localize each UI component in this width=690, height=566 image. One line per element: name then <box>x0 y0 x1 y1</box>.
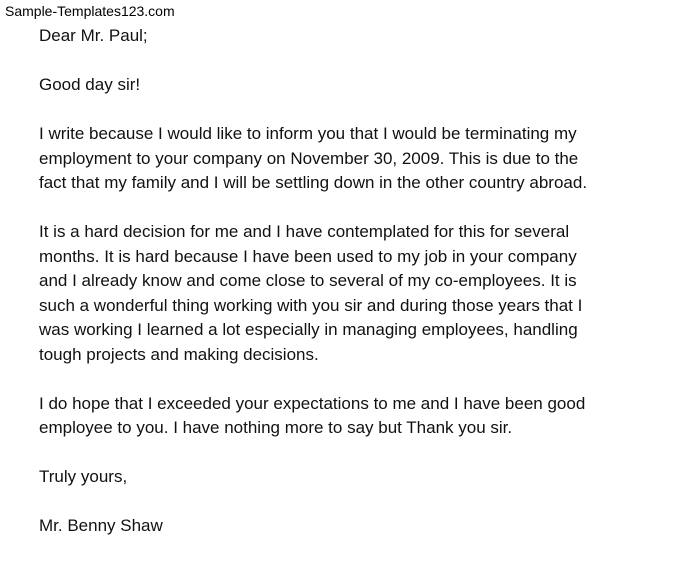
paragraph-line: tough projects and making decisions. <box>39 344 319 364</box>
site-watermark: Sample-Templates123.com <box>5 3 175 19</box>
paragraph-line: I do hope that I exceeded your expectations to me and I have been good <box>39 393 586 413</box>
closing <box>39 465 687 490</box>
greeting <box>39 73 687 98</box>
letter-body <box>39 24 687 563</box>
paragraph-line: employee to you. I have nothing more to say but Thank you sir. <box>39 418 513 437</box>
paragraph-thanks <box>39 392 687 441</box>
closing-line: Truly yours, <box>39 467 128 486</box>
paragraph-line: such a wonderful thing working with you sir and during those years that I <box>39 295 583 315</box>
signature-line: Mr. Benny Shaw <box>39 516 163 535</box>
signature <box>39 514 687 539</box>
salutation-line: Dear Mr. Paul; <box>39 26 148 45</box>
paragraph-reflection <box>39 220 687 367</box>
paragraph-line: months. It is hard because I have been used to my job in your company <box>39 246 577 266</box>
paragraph-line: fact that my family and I will be settling down in the other country abroad. <box>39 173 588 192</box>
paragraph-line: I write because I would like to inform you that I would be terminating my <box>39 124 577 143</box>
greeting-line: Good day sir! <box>39 75 141 94</box>
paragraph-line: was working I learned a lot especially in managing employees, handling <box>39 320 578 339</box>
salutation <box>39 24 687 49</box>
paragraph-line: employment to your company on November 30, 2009. This is due to the <box>39 148 579 168</box>
paragraph-line: It is a hard decision for me and I have contemplated for this for several <box>39 222 570 241</box>
paragraph-termination-notice <box>39 122 687 196</box>
paragraph-line: and I already know and come close to several of my co-employees. It is <box>39 271 577 290</box>
